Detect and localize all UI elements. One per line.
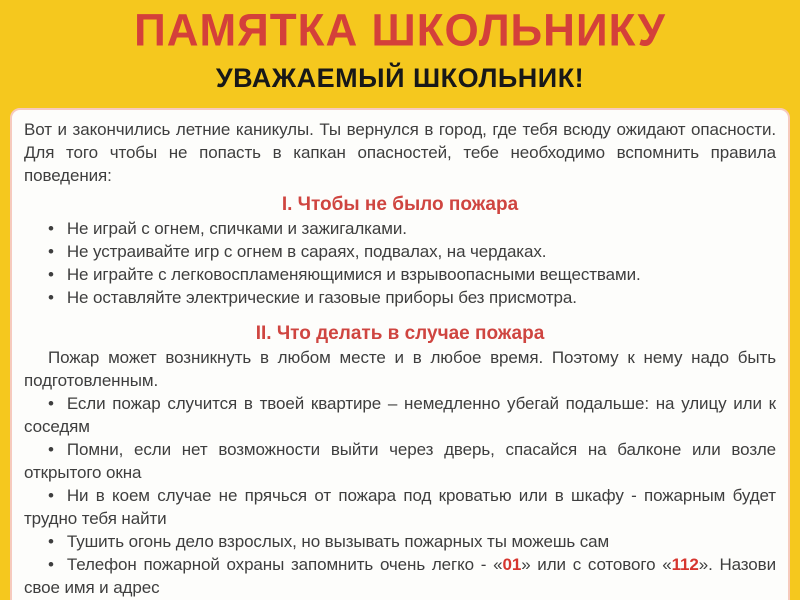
list-item <box>24 392 776 438</box>
bullet-icon: • <box>48 486 54 505</box>
list-item-text: Тушить огонь дело взрослых, но вызывать пожарных ты можешь сам <box>66 532 610 551</box>
list-item-text: Ни в коем случае не прячься от пожара под кроватью или в шкафу - пожарным будет трудно тебя найти <box>24 486 776 528</box>
list-item-phone-numbers <box>24 553 776 599</box>
bullet-icon: • <box>48 440 54 459</box>
page-title: ПАМЯТКА ШКОЛЬНИКУ <box>134 5 666 56</box>
section-2-heading: II. Что делать в случае пожара <box>255 323 545 344</box>
list-item <box>24 263 776 286</box>
page-subtitle: УВАЖАЕМЫЙ ШКОЛЬНИК! <box>215 63 585 93</box>
section-2-lead-paragraph: Пожар может возникнуть в любом месте и в любое время. Поэтому к нему надо быть подготовленным. <box>24 348 776 390</box>
phone-text-middle: » или с сотового « <box>521 555 672 574</box>
list-item-text: Если пожар случится в твоей квартире – немедленно убегай подальше: на улицу или к соседям <box>24 394 776 436</box>
list-item <box>24 217 776 240</box>
intro-paragraph: Вот и закончились летние каникулы. Ты вернулся в город, где тебя всюду ожидают опасности. Для того чтобы не попасть в капкан опасностей, тебе необходимо вспомнить правила поведения: <box>24 120 776 185</box>
list-item <box>24 530 776 553</box>
list-item <box>24 240 776 263</box>
phone-text-after: ». Назови свое имя и адрес <box>24 555 776 597</box>
phone-text-before: Телефон пожарной охраны запомнить очень легко - « <box>66 555 503 574</box>
list-item-text: Помни, если нет возможности выйти через дверь, спасайся на балконе или возле открытого окна <box>24 440 776 482</box>
bullet-icon: • <box>48 242 54 261</box>
list-item <box>24 484 776 530</box>
list-item <box>24 438 776 484</box>
bullet-icon: • <box>48 532 54 551</box>
bullet-icon: • <box>48 555 54 574</box>
poster-header <box>0 0 800 108</box>
content-card <box>10 108 790 600</box>
list-item-text: Не оставляйте электрические и газовые приборы без присмотра. <box>66 288 577 307</box>
bullet-icon: • <box>48 265 54 284</box>
mobile-phone-number: 112 <box>671 555 699 574</box>
bullet-icon: • <box>48 288 54 307</box>
list-item <box>24 286 776 309</box>
list-item-text: Не устраивайте игр с огнем в сараях, подвалах, на чердаках. <box>66 242 547 261</box>
fire-phone-number: 01 <box>502 555 522 574</box>
bullet-icon: • <box>48 219 54 238</box>
section-1-heading: I. Чтобы не было пожара <box>281 194 519 215</box>
bullet-icon: • <box>48 394 54 413</box>
list-item-text: Не играйте с легковоспламеняющимися и взрывоопасными веществами. <box>66 265 641 284</box>
list-item-text: Не играй с огнем, спичками и зажигалками. <box>66 219 407 238</box>
